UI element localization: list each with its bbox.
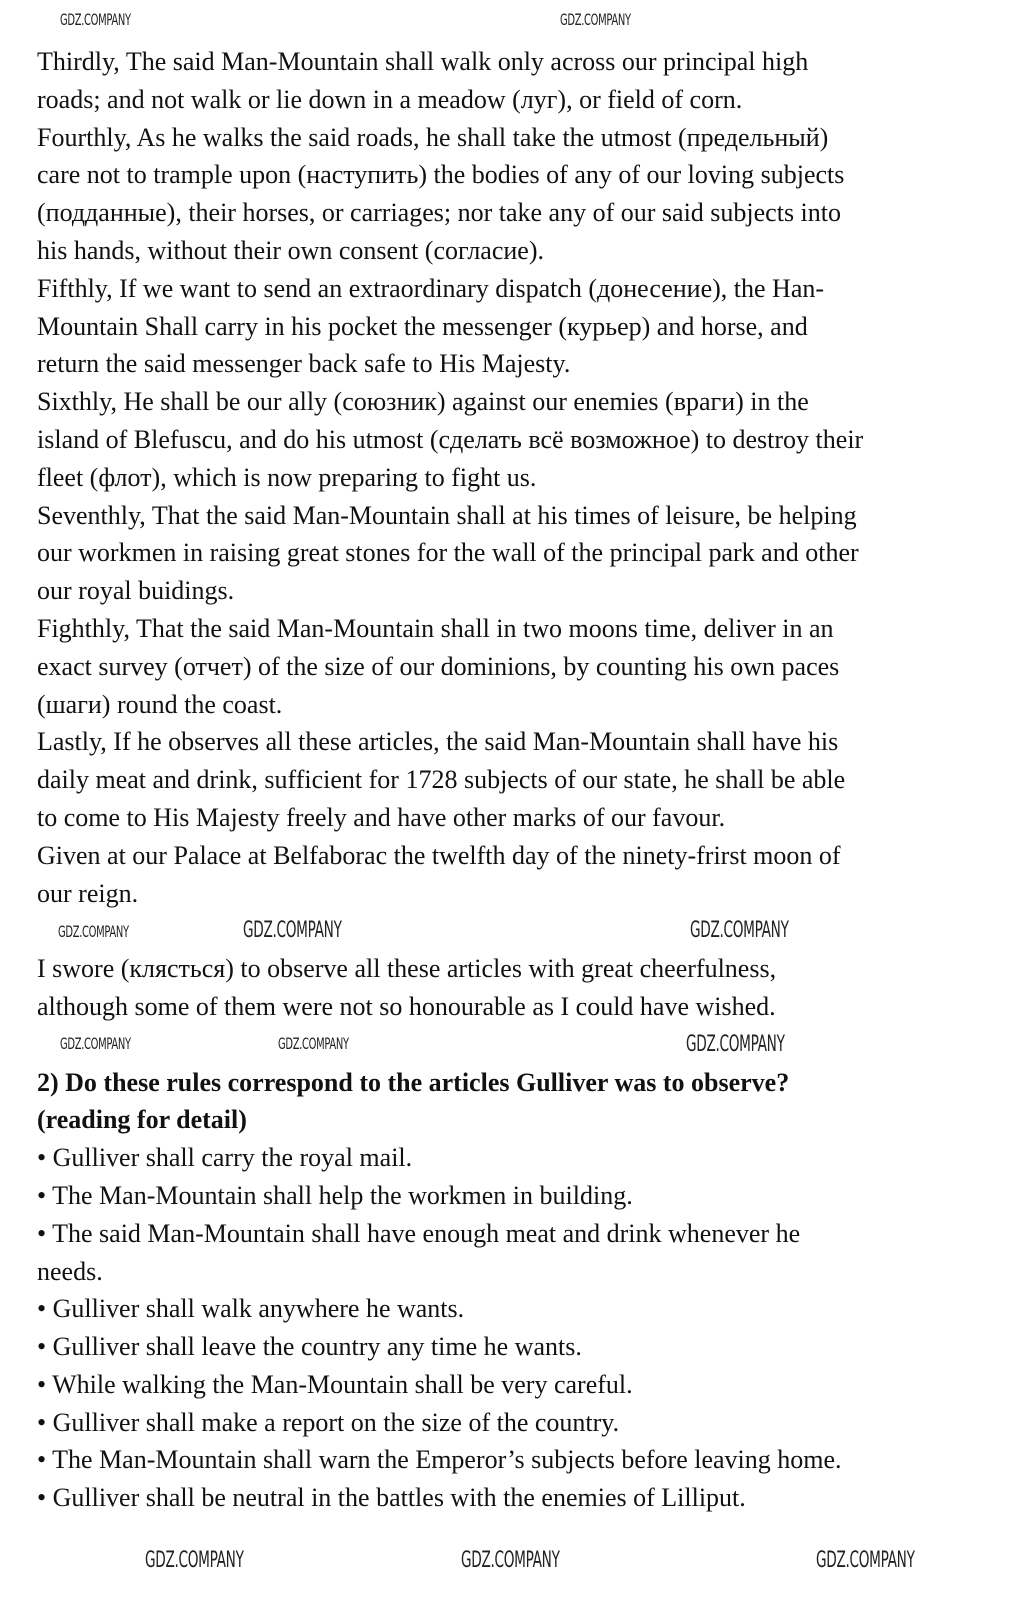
- passage-line: Fifthly, If we want to send an extraordinary dispatch (донесение), the Han-: [37, 273, 825, 303]
- passage-line: Given at our Palace at Belfaborac the twelfth day of the ninety-frirst moon of: [37, 840, 841, 870]
- passage-line: exact survey (отчет) of the size of our dominions, by counting his own paces: [37, 651, 840, 681]
- rule-bullet: • The said Man-Mountain shall have enough meat and drink whenever he needs.: [37, 1218, 801, 1286]
- watermark: GDZ.COMPANY: [58, 922, 129, 941]
- watermark: GDZ.COMPANY: [60, 10, 131, 29]
- passage-line: our workmen in raising great stones for the wall of the principal park and other: [37, 538, 859, 568]
- document-page: [37, 43, 997, 1517]
- rule-bullet: • Gulliver shall make a report on the size of the country.: [37, 1407, 620, 1437]
- rule-bullet: • Gulliver shall leave the country any time he wants.: [37, 1332, 582, 1362]
- task-heading: 2) Do these rules correspond to the articles Gulliver was to observe?: [37, 1067, 790, 1097]
- passage-line: Sixthly, He shall be our ally (союзник) against our enemies (враги) in the: [37, 387, 809, 417]
- passage-line: roads; and not walk or lie down in a meadow (луг), or field of corn.: [37, 84, 743, 114]
- watermark: GDZ.COMPANY: [690, 918, 789, 943]
- passage-line: to come to His Majesty freely and have other marks of our favour.: [37, 802, 726, 832]
- passage-line: (шаги) round the coast.: [37, 689, 283, 719]
- passage-line: his hands, without their own consent (согласие).: [37, 235, 544, 265]
- watermark: GDZ.COMPANY: [816, 1548, 915, 1573]
- rule-bullet: • Gulliver shall walk anywhere he wants.: [37, 1294, 465, 1324]
- watermark: GDZ.COMPANY: [278, 1034, 349, 1053]
- task-section: [37, 1064, 997, 1518]
- oath-paragraph: [37, 950, 997, 1026]
- passage-line: return the said messenger back safe to His Majesty.: [37, 349, 571, 379]
- passage-line: Fighthly, That the said Man-Mountain shall in two moons time, deliver in an: [37, 613, 834, 643]
- passage-line: Mountain Shall carry in his pocket the messenger (курьер) and horse, and: [37, 311, 808, 341]
- oath-line: although some of them were not so honourable as I could have wished.: [37, 991, 776, 1021]
- spacer: [37, 1026, 997, 1064]
- passage-line: island of Blefuscu, and do his utmost (сделать всё возможное) to destroy their: [37, 424, 864, 454]
- passage-line: our royal buidings.: [37, 576, 235, 606]
- passage-line: Seventhly, That the said Man-Mountain shall at his times of leisure, be helping: [37, 500, 857, 530]
- spacer: [37, 912, 997, 950]
- passage-line: daily meat and drink, sufficient for 1728 subjects of our state, he shall be able: [37, 765, 846, 795]
- watermark: GDZ.COMPANY: [560, 10, 631, 29]
- passage-line: fleet (флот), which is now preparing to fight us.: [37, 462, 537, 492]
- watermark: GDZ.COMPANY: [461, 1548, 560, 1573]
- passage-line: Thirdly, The said Man-Mountain shall walk only across our principal high: [37, 47, 809, 76]
- rule-bullet: • The Man-Mountain shall warn the Emperor’s subjects before leaving home.: [37, 1445, 842, 1475]
- passage-line: Fourthly, As he walks the said roads, he shall take the utmost (предельный): [37, 122, 829, 152]
- watermark: GDZ.COMPANY: [686, 1032, 785, 1057]
- rule-bullet: • Gulliver shall be neutral in the battles with the enemies of Lilliput.: [37, 1483, 746, 1513]
- task-subheading: (reading for detail): [37, 1105, 247, 1135]
- passage-line: care not to trample upon (наступить) the bodies of any of our loving subjects: [37, 160, 845, 190]
- rule-bullet: • While walking the Man-Mountain shall be very careful.: [37, 1369, 633, 1399]
- passage-line: Lastly, If he observes all these articles, the said Man-Mountain shall have his: [37, 727, 839, 757]
- passage-line: our reign.: [37, 878, 139, 908]
- rule-bullet: • The Man-Mountain shall help the workmen in building.: [37, 1180, 633, 1210]
- watermark: GDZ.COMPANY: [243, 918, 342, 943]
- passage-line: (подданные), their horses, or carriages; nor take any of our said subjects into: [37, 198, 842, 228]
- watermark: GDZ.COMPANY: [145, 1548, 244, 1573]
- articles-passage: [37, 43, 997, 912]
- rule-bullet: • Gulliver shall carry the royal mail.: [37, 1143, 413, 1173]
- watermark: GDZ.COMPANY: [60, 1034, 131, 1053]
- oath-line: I swore (клясться) to observe all these articles with great cheerfulness,: [37, 954, 777, 984]
